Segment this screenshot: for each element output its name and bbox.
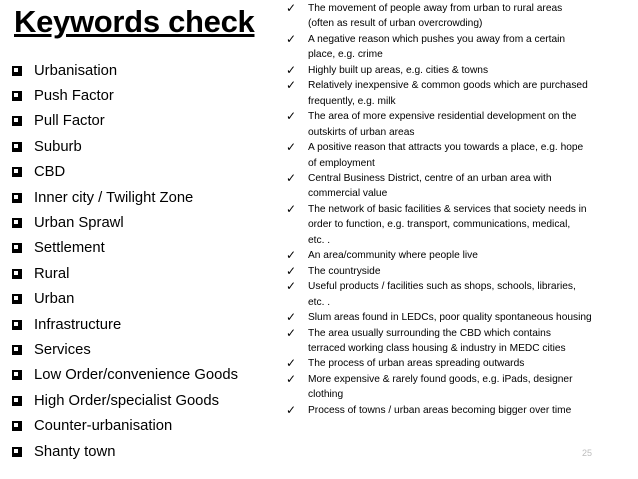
definition-line: of employment: [308, 157, 375, 169]
keyword-list: [12, 58, 274, 464]
definition-line: The network of basic facilities & services that society needs in: [308, 203, 587, 215]
definition-item: [286, 78, 634, 109]
hollow-square-bullet-icon: [12, 269, 22, 279]
keyword-item: [12, 388, 274, 413]
keyword-label: Counter-urbanisation: [34, 418, 173, 435]
definition-line: Highly built up areas, e.g. cities & towns: [308, 64, 489, 76]
hollow-square-bullet-icon: [12, 66, 22, 76]
definition-item: [286, 109, 634, 140]
check-mark-icon: ✓: [286, 201, 297, 216]
hollow-square-bullet-icon: [12, 91, 22, 101]
page-title: Keywords check: [14, 4, 255, 39]
definition-line: The process of urban areas spreading outwards: [308, 358, 525, 370]
definition-item: [286, 202, 634, 248]
hollow-square-bullet-icon: [12, 142, 22, 152]
keyword-item: [12, 312, 274, 337]
keyword-item: [12, 439, 274, 464]
check-mark-icon: ✓: [286, 248, 297, 263]
keyword-label: Inner city / Twilight Zone: [34, 189, 194, 206]
definition-text: [308, 1, 562, 32]
definition-text: [308, 372, 572, 403]
page-number: 25: [581, 448, 592, 458]
definition-line: The area usually surrounding the CBD which contains: [308, 327, 551, 339]
definition-line: Process of towns / urban areas becoming bigger over time: [308, 404, 572, 416]
check-mark-icon: ✓: [286, 140, 297, 155]
definition-line: clothing: [308, 389, 344, 401]
hollow-square-bullet-icon: [12, 116, 22, 126]
keyword-label: High Order/specialist Goods: [34, 392, 220, 409]
hollow-square-bullet-icon: [12, 320, 22, 330]
hollow-square-bullet-icon: [12, 167, 22, 177]
definition-text: [308, 310, 592, 325]
keyword-item: [12, 83, 274, 108]
definition-line: A negative reason which pushes you away from a certain: [308, 33, 566, 45]
keyword-item: [12, 58, 274, 83]
check-mark-icon: ✓: [286, 356, 297, 371]
keyword-item: [12, 363, 274, 388]
definition-line: An area/community where people live: [308, 250, 478, 262]
hollow-square-bullet-icon: [12, 345, 22, 355]
definition-item: [286, 171, 634, 202]
definition-line: (often as result of urban overcrowding): [308, 18, 483, 30]
definition-line: outskirts of urban areas: [308, 126, 415, 138]
definition-line: Slum areas found in LEDCs, poor quality spontaneous housing: [308, 312, 592, 324]
definition-line: The movement of people away from urban to rural areas: [308, 3, 563, 14]
keyword-item: [12, 236, 274, 261]
definition-line: Useful products / facilities such as shops, schools, libraries,: [308, 281, 576, 293]
check-mark-icon: ✓: [286, 402, 297, 417]
keyword-item: [12, 261, 274, 286]
keyword-label: Shanty town: [34, 443, 116, 460]
keyword-label: Services: [34, 341, 91, 358]
keyword-item: [12, 134, 274, 159]
definition-item: [286, 356, 634, 371]
definition-item: [286, 279, 634, 310]
definition-item: [286, 248, 634, 263]
hollow-square-bullet-icon: [12, 193, 22, 203]
definition-line: The area of more expensive residential development on the: [308, 111, 577, 123]
definition-item: [286, 403, 634, 418]
definition-text: [308, 78, 588, 109]
definition-text: [308, 171, 551, 202]
definition-text: [308, 279, 576, 310]
keyword-label: Settlement: [34, 240, 105, 257]
keyword-item: [12, 160, 274, 185]
definition-line: place, e.g. crime: [308, 49, 383, 61]
hollow-square-bullet-icon: [12, 421, 22, 431]
check-mark-icon: ✓: [286, 279, 297, 294]
keyword-label: Push Factor: [34, 88, 114, 105]
keyword-label: Infrastructure: [34, 316, 122, 333]
definition-text: [308, 32, 565, 63]
definition-line: etc. .: [308, 296, 331, 308]
definition-text: [308, 140, 583, 171]
definition-line: More expensive & rarely found goods, e.g. iPads, designer: [308, 373, 573, 385]
definition-item: [286, 63, 634, 78]
keyword-item: [12, 210, 274, 235]
keyword-item: [12, 287, 274, 312]
keyword-label: Suburb: [34, 138, 82, 155]
definition-line: The countryside: [308, 265, 381, 277]
definition-line: A positive reason that attracts you towards a place, e.g. hope: [308, 142, 584, 154]
definition-line: commercial value: [308, 188, 388, 200]
definition-item: [286, 32, 634, 63]
keyword-item: [12, 185, 274, 210]
keyword-label: Urbanisation: [34, 62, 118, 79]
hollow-square-bullet-icon: [12, 396, 22, 406]
definition-line: order to function, e.g. transport, communications, medical,: [308, 219, 571, 231]
definition-text: [308, 202, 587, 248]
definition-line: Relatively inexpensive & common goods which are purchased: [308, 80, 588, 92]
definition-text: [308, 356, 524, 371]
definition-line: frequently, e.g. milk: [308, 95, 396, 107]
keyword-item: [12, 109, 274, 134]
hollow-square-bullet-icon: [12, 447, 22, 457]
keyword-label: Rural: [34, 265, 70, 282]
check-mark-icon: ✓: [286, 170, 297, 185]
definition-item: [286, 372, 634, 403]
keyword-label: Pull Factor: [34, 113, 105, 130]
definition-text: [308, 264, 380, 279]
definition-text: [308, 326, 566, 357]
definition-list: [286, 1, 634, 418]
definition-text: [308, 109, 576, 140]
keyword-label: Urban: [34, 291, 75, 308]
definition-item: [286, 326, 634, 357]
definition-item: [286, 264, 634, 279]
check-mark-icon: ✓: [286, 78, 297, 93]
definition-item: [286, 1, 634, 32]
check-mark-icon: ✓: [286, 310, 297, 325]
hollow-square-bullet-icon: [12, 294, 22, 304]
check-mark-icon: ✓: [286, 31, 297, 46]
hollow-square-bullet-icon: [12, 218, 22, 228]
definition-line: terraced working class housing & industry in MEDC cities: [308, 342, 566, 354]
keyword-label: CBD: [34, 164, 66, 181]
keyword-label: Low Order/convenience Goods: [34, 367, 238, 384]
hollow-square-bullet-icon: [12, 243, 22, 253]
definition-text: [308, 248, 478, 263]
definition-text: [308, 63, 488, 78]
hollow-square-bullet-icon: [12, 370, 22, 380]
check-mark-icon: ✓: [286, 371, 297, 386]
keyword-item: [12, 337, 274, 362]
keyword-label: Urban Sprawl: [34, 215, 124, 232]
check-mark-icon: ✓: [286, 263, 297, 278]
keyword-item: [12, 413, 274, 438]
check-mark-icon: ✓: [286, 1, 297, 15]
definition-item: [286, 310, 634, 325]
definition-line: Central Business District, centre of an urban area with: [308, 172, 552, 184]
definition-line: etc. .: [308, 234, 331, 246]
check-mark-icon: ✓: [286, 325, 297, 340]
check-mark-icon: ✓: [286, 62, 297, 77]
definition-item: [286, 140, 634, 171]
definition-text: [308, 403, 571, 418]
check-mark-icon: ✓: [286, 109, 297, 124]
